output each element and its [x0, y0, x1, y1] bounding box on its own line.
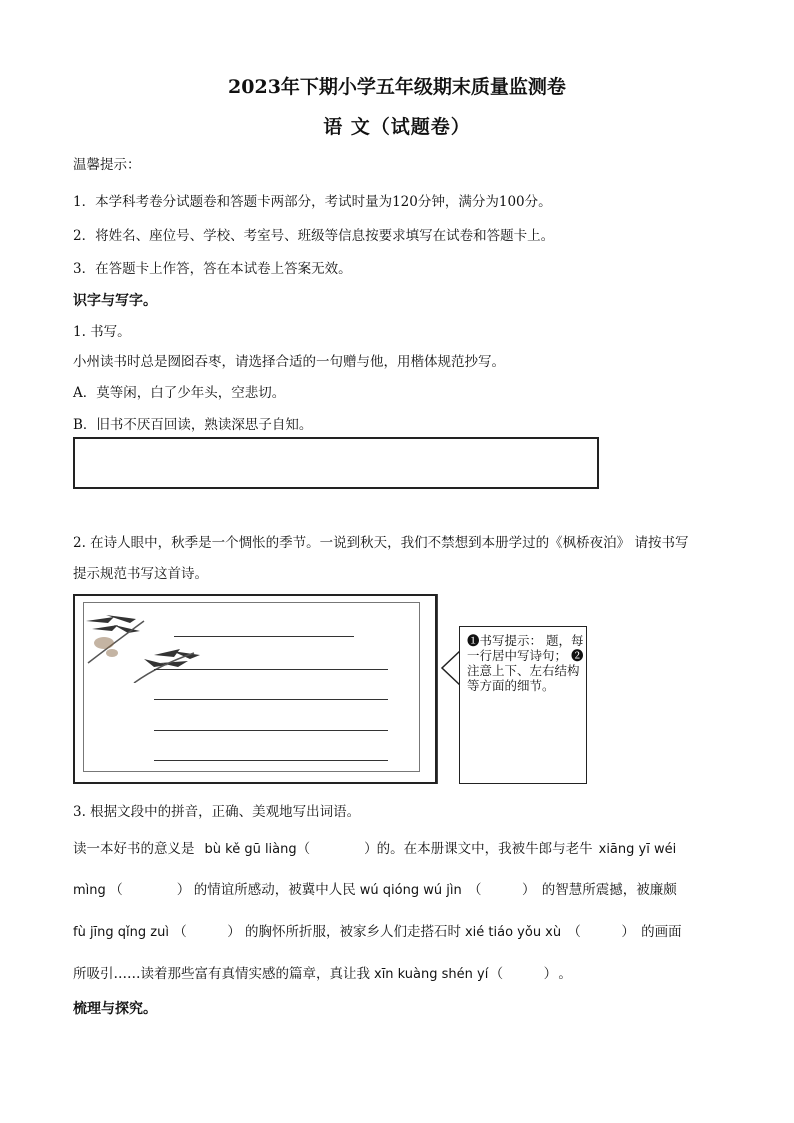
- pinyin-5: xié tiáo yǒu xù: [464, 925, 562, 940]
- poem-writing-frame: [73, 594, 437, 784]
- blank-4[interactable]: （ ）: [173, 924, 241, 940]
- pinyin-3: wú qióng wú jìn: [359, 883, 462, 898]
- question-1-option-a: A．莫等闲，白了少年头，空悲切。: [73, 385, 286, 401]
- blank-2[interactable]: （ ）: [109, 882, 191, 898]
- text-segment: 。: [558, 966, 572, 982]
- notice-heading: 温馨提示：: [73, 157, 141, 173]
- text-segment: 读一本好书的意义是: [73, 841, 195, 857]
- text-segment: 的画面: [641, 924, 682, 940]
- question-1-prompt: 小州读书时总是囫囵吞枣，请选择合适的一句赠与他，用楷体规范抄写。: [73, 354, 505, 370]
- question-1-label: 1. 书写。: [73, 324, 131, 340]
- blank-6[interactable]: （ ）: [489, 966, 558, 982]
- text-segment: 的情谊所感动，被冀中人民: [193, 882, 356, 898]
- question-3-paragraph-line-4: [73, 962, 572, 982]
- notice-item-1: 1．本学科考卷分试题卷和答题卡两部分，考试时量为120分钟，满分为100分。: [73, 194, 552, 210]
- section-heading-review: 梳理与探究。: [73, 1001, 157, 1017]
- poem-line-1: [154, 669, 388, 670]
- notice-item-2: 2．将姓名、座位号、学校、考室号、班级等信息按要求填写在试卷和答题卡上。: [73, 228, 555, 244]
- question-3-paragraph-line-3: [73, 920, 682, 940]
- pinyin-2b: mìng: [73, 883, 106, 898]
- pinyin-2a: xiāng yī wéi: [598, 842, 677, 857]
- poem-line-4: [154, 760, 388, 761]
- question-3-paragraph-line-2: [73, 878, 677, 898]
- blank-3[interactable]: （ ）: [467, 882, 536, 898]
- exam-subtitle: 语 文（试题卷）: [323, 116, 471, 138]
- text-segment: 的胸怀所折服，被家乡人们走搭石时: [244, 924, 461, 940]
- question-3-paragraph-line-1: [73, 837, 676, 857]
- poem-line-3: [154, 730, 388, 731]
- blank-1[interactable]: （ ）: [296, 841, 378, 857]
- poem-writing-area[interactable]: [83, 602, 420, 772]
- text-segment: 所吸引……读着那些富有真情实感的篇章，真让我: [73, 966, 370, 982]
- notice-item-3: 3．在答题卡上作答，答在本试卷上答案无效。: [73, 261, 352, 277]
- writing-tips-text: ❶书写提示： 题，每一行居中写诗句； ❷注意上下、左右结构等方面的细节。: [467, 633, 584, 693]
- poem-line-2: [154, 699, 388, 700]
- pinyin-4: fù jīng qǐng zuì: [73, 925, 169, 940]
- question-2-line-2: 提示规范书写这首诗。: [73, 566, 208, 582]
- pinyin-6: xīn kuàng shén yí: [374, 967, 489, 982]
- text-segment: 的智慧所震撼，被廉颇: [541, 882, 677, 898]
- question-2-line-1: 2. 在诗人眼中，秋季是一个惆怅的季节。一说到秋天，我们不禁想到本册学过的《枫桥夜泊》 请按书写: [73, 535, 689, 551]
- section-heading-literacy: 识字与写字。: [73, 293, 157, 309]
- question-1-option-b: B．旧书不厌百回读，熟读深思子自知。: [73, 417, 313, 433]
- poem-title-line: [174, 636, 354, 637]
- blank-5[interactable]: （ ）: [567, 924, 635, 940]
- bamboo-illustration-icon: [84, 603, 214, 683]
- writing-tips-callout: [459, 626, 587, 784]
- text-segment: 的。在本册课文中，我被牛郎与老牛: [376, 841, 593, 857]
- question-3-label: 3. 根据文段中的拼音，正确、美观地写出词语。: [73, 804, 361, 820]
- pinyin-1: bù kě gū liàng: [204, 842, 297, 857]
- writing-answer-box[interactable]: [73, 437, 599, 489]
- exam-title: 2023年下期小学五年级期末质量监测卷: [228, 76, 566, 98]
